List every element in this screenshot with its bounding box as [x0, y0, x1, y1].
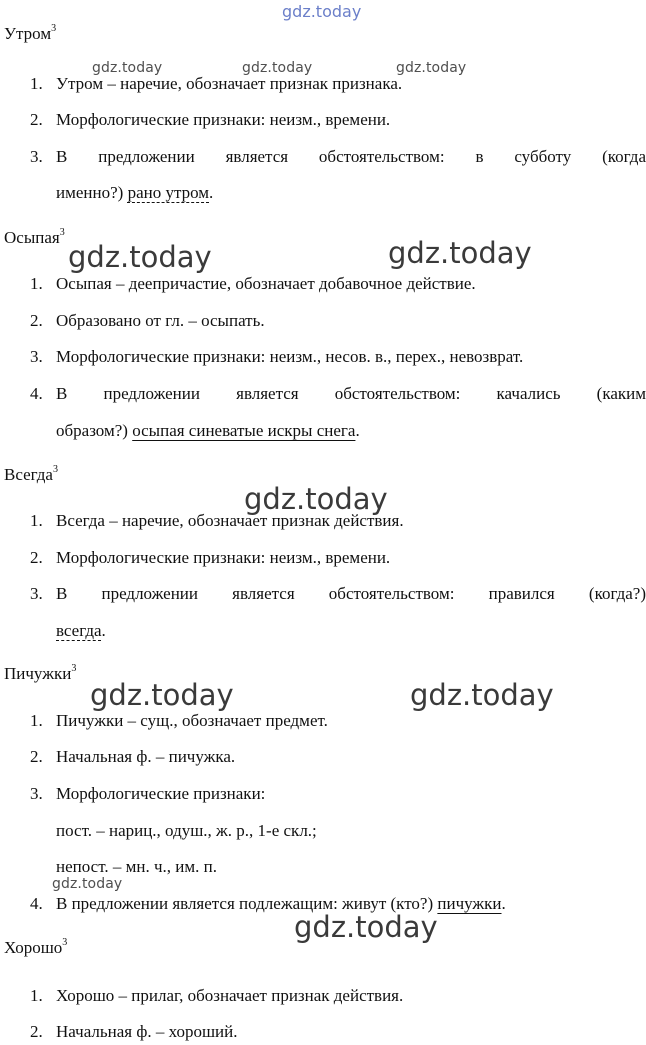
list-item: Морфологические признаки: [56, 784, 266, 803]
heading-sup: 3 [62, 937, 68, 949]
watermark-large: gdz.today [388, 236, 532, 270]
section-heading [4, 664, 76, 684]
heading-sup: 3 [59, 227, 65, 239]
text: В предложении является подлежащим: живут (кто?) [56, 894, 438, 913]
list-item: Образовано от гл. – осыпать. [56, 311, 265, 330]
list-number: 4. [30, 894, 43, 913]
text: . [501, 894, 506, 913]
section-heading [4, 24, 56, 44]
text: . [209, 183, 214, 202]
list-item: Осыпая – деепричастие, обозначает добавочное действие. [56, 274, 476, 293]
list-number: 1. [30, 511, 43, 530]
watermark-small: gdz.today [92, 60, 163, 76]
text: образом?) [56, 421, 133, 440]
heading-text: Утром [4, 24, 52, 43]
heading-sup: 3 [71, 663, 77, 675]
list-item: Всегда – наречие, обозначает признак действия. [56, 511, 404, 530]
text: . [101, 621, 106, 640]
watermark-small: gdz.today [52, 876, 123, 892]
list-item-continuation [56, 183, 213, 203]
list-item: В предложении является обстоятельством: в субботу (когда [56, 147, 646, 166]
heading-text: Пичужки [4, 664, 72, 683]
underlined-text: осыпая синеватые искры снега [132, 421, 356, 440]
list-number: 4. [30, 384, 43, 403]
list-item: Хорошо – прилаг, обозначает признак действия. [56, 986, 404, 1005]
list-number: 2. [30, 747, 43, 766]
list-item: В предложении является обстоятельством: качались (каким [56, 384, 646, 403]
list-item: Морфологические признаки: неизм., времени. [56, 110, 391, 129]
section-heading [4, 465, 58, 485]
list-number: 3. [30, 347, 43, 366]
watermark-small: gdz.today [242, 60, 313, 76]
heading-text: Осыпая [4, 228, 60, 247]
heading-text: Хорошо [4, 938, 63, 957]
heading-text: Всегда [4, 465, 53, 484]
section-heading [4, 228, 65, 248]
list-item: Начальная ф. – пичужка. [56, 747, 236, 766]
list-item: Морфологические признаки: неизм., времени. [56, 548, 391, 567]
underlined-text: пичужки [437, 894, 502, 913]
text: именно?) [56, 183, 128, 202]
list-number: 1. [30, 986, 43, 1005]
list-number: 2. [30, 110, 43, 129]
list-item-continuation [56, 421, 360, 441]
watermark-large: gdz.today [294, 910, 438, 944]
heading-sup: 3 [51, 23, 57, 35]
list-number: 1. [30, 274, 43, 293]
watermark-small: gdz.today [396, 60, 467, 76]
list-item-sub: пост. – нариц., одуш., ж. р., 1-е скл.; [56, 821, 317, 840]
list-item: Пичужки – сущ., обозначает предмет. [56, 711, 328, 730]
list-number: 2. [30, 311, 43, 330]
list-item-continuation [56, 621, 106, 641]
list-number: 3. [30, 584, 43, 603]
list-item: Начальная ф. – хороший. [56, 1022, 238, 1041]
underlined-text: всегда [56, 621, 102, 640]
list-number: 1. [30, 711, 43, 730]
list-item: Морфологические признаки: неизм., несов. в., перех., невозврат. [56, 347, 524, 366]
list-number: 1. [30, 74, 43, 93]
list-number: 2. [30, 1022, 43, 1041]
list-number: 3. [30, 147, 43, 166]
section-heading [4, 938, 67, 958]
text: . [355, 421, 360, 440]
watermark-large: gdz.today [68, 240, 212, 274]
list-item [56, 894, 506, 914]
watermark-large: gdz.today [244, 482, 388, 516]
heading-sup: 3 [52, 464, 58, 476]
list-item: В предложении является обстоятельством: правился (когда?) [56, 584, 646, 603]
watermark-top: gdz.today [282, 2, 362, 21]
list-number: 2. [30, 548, 43, 567]
watermark-large: gdz.today [410, 678, 554, 712]
list-item: Утром – наречие, обозначает признак признака. [56, 74, 403, 93]
list-item-sub: непост. – мн. ч., им. п. [56, 857, 217, 876]
underlined-text: рано утром [127, 183, 210, 202]
watermark-large: gdz.today [90, 678, 234, 712]
list-number: 3. [30, 784, 43, 803]
